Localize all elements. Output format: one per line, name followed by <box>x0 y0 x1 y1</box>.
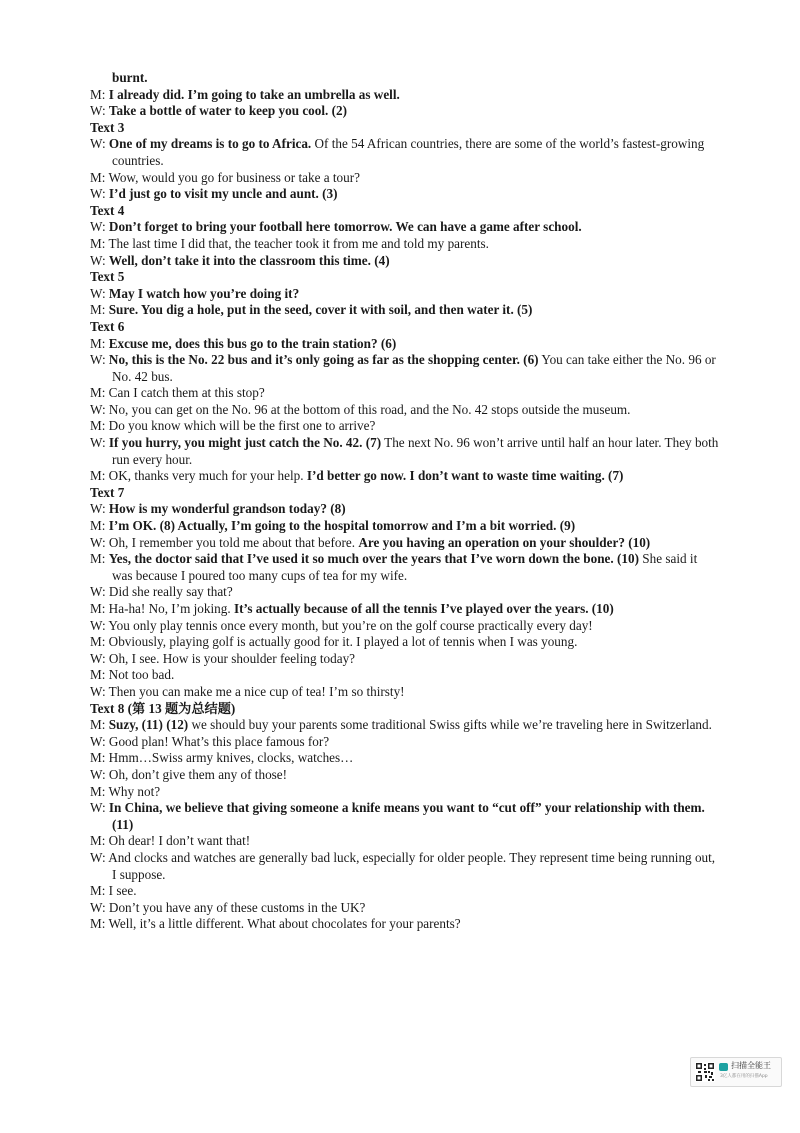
text-segment: W: <box>90 501 109 517</box>
transcript-line <box>90 468 720 485</box>
bold-text: Text 8 (第 13 题为总结题) <box>90 700 236 716</box>
transcript-line <box>90 501 720 518</box>
text-segment: M: <box>90 335 109 351</box>
bold-text: Don’t forget to bring your football here tomorrow. We can have a game after school. <box>108 219 582 235</box>
text-segment: W: <box>90 219 109 235</box>
watermark-subtitle: 3亿人都在用的扫描App <box>720 1074 768 1079</box>
text-segment: M: Why not? <box>90 783 161 799</box>
bold-text: I’m OK. (8) Actually, I’m going to the hospital tomorrow and I’m a bit worried. (9) <box>108 518 576 534</box>
transcript-line <box>90 402 720 419</box>
transcript-line <box>90 800 720 833</box>
transcript-line <box>90 850 720 883</box>
text-segment: we should buy your parents some traditional Swiss gifts while we’re traveling here in Switzerland. <box>188 717 712 733</box>
bold-text: Sure. You dig a hole, put in the seed, cover it with soil, and then water it. (5) <box>108 302 533 318</box>
text-segment: W: And clocks and watches are generally bad luck, especially for older people. They represent time being running out, I suppose. <box>90 849 716 882</box>
watermark-title: 扫描全能王 <box>731 1061 771 1070</box>
bold-text: Suzy, (11) (12) <box>108 717 189 733</box>
text-segment: W: Oh, I remember you told me about that before. <box>90 534 359 550</box>
text-segment: M: Oh dear! I don’t want that! <box>90 833 251 849</box>
transcript-line <box>90 435 720 468</box>
section-heading <box>90 203 720 220</box>
transcript-line <box>90 136 720 169</box>
bold-text: Yes, the doctor said that I’ve used it so much over the years that I’ve worn down the bone. (10) <box>108 551 639 567</box>
transcript-line <box>90 883 720 900</box>
transcript-line <box>90 385 720 402</box>
transcript-line <box>90 618 720 635</box>
text-segment: M: <box>90 302 109 318</box>
bold-text: I’d just go to visit my uncle and aunt. (3) <box>108 186 338 202</box>
bold-text: How is my wonderful grandson today? (8) <box>108 501 346 517</box>
transcript-line <box>90 900 720 917</box>
transcript-line <box>90 717 720 734</box>
text-segment: W: <box>90 252 109 268</box>
bold-text: I’d better go now. I don’t want to waste time waiting. (7) <box>306 468 624 484</box>
text-segment: W: <box>90 352 109 368</box>
bold-text: Well, don’t take it into the classroom this time. (4) <box>108 252 390 268</box>
text-segment: M: Wow, would you go for business or take a tour? <box>90 169 360 185</box>
bold-text: Take a bottle of water to keep you cool. (2) <box>108 103 348 119</box>
bold-text: Text 6 <box>90 318 125 334</box>
text-segment: M: I see. <box>90 883 137 899</box>
text-segment: W: Don’t you have any of these customs in the UK? <box>90 899 366 915</box>
transcript-line <box>90 667 720 684</box>
text-segment: W: No, you can get on the No. 96 at the bottom of this road, and the No. 42 stops outside the museum. <box>90 401 631 417</box>
bold-text: In China, we believe that giving someone a knife means you want to “cut off” your relationship with them. (11) <box>108 800 705 832</box>
transcript-line <box>90 418 720 435</box>
text-segment: W: Did she really say that? <box>90 584 233 600</box>
section-heading <box>90 269 720 286</box>
text-segment: W: <box>90 285 109 301</box>
transcript-line <box>90 634 720 651</box>
bold-text: May I watch how you’re doing it? <box>108 285 300 301</box>
section-heading <box>90 701 720 718</box>
transcript-line <box>90 684 720 701</box>
text-segment: M: <box>90 551 109 567</box>
text-segment: W: Oh, don’t give them any of those! <box>90 766 288 782</box>
transcript-line <box>90 916 720 933</box>
bold-text: Text 3 <box>90 119 125 135</box>
bold-text: Text 7 <box>90 484 125 500</box>
bold-text: If you hurry, you might just catch the No. 42. (7) <box>108 435 382 451</box>
section-heading <box>90 485 720 502</box>
transcript-line <box>90 734 720 751</box>
transcript <box>90 70 720 933</box>
transcript-line <box>90 518 720 535</box>
text-segment: M: Not too bad. <box>90 667 175 683</box>
transcript-line <box>90 103 720 120</box>
text-segment: W: Then you can make me a nice cup of tea! I’m so thirsty! <box>90 683 405 699</box>
camscanner-watermark <box>690 1057 782 1087</box>
text-segment: M: Well, it’s a little different. What about chocolates for your parents? <box>90 916 461 932</box>
text-segment: M: Hmm…Swiss army knives, clocks, watches… <box>90 750 354 766</box>
transcript-line <box>90 767 720 784</box>
transcript-line <box>90 70 720 87</box>
text-segment: W: Oh, I see. How is your shoulder feeling today? <box>90 650 356 666</box>
text-segment: W: <box>90 136 109 152</box>
bold-text: One of my dreams is to go to Africa. <box>108 136 312 152</box>
bold-text: I already did. I’m going to take an umbrella as well. <box>108 86 400 102</box>
text-segment: She said it was because I poured too many cups of tea for my wife. <box>112 551 698 583</box>
bold-text: It’s actually because of all the tennis I’ve played over the years. (10) <box>233 601 614 616</box>
qr-code-icon <box>695 1062 715 1082</box>
text-segment: M: Obviously, playing golf is actually good for it. I played a lot of tennis when I was young. <box>90 634 578 650</box>
bold-text: Text 4 <box>90 202 125 218</box>
transcript-line <box>90 87 720 104</box>
text-segment: W: Good plan! What’s this place famous for? <box>90 733 330 749</box>
transcript-line <box>90 286 720 303</box>
transcript-line <box>90 784 720 801</box>
bold-text: No, this is the No. 22 bus and it’s only going as far as the shopping center. (6) <box>108 352 539 368</box>
section-heading <box>90 319 720 336</box>
transcript-line <box>90 651 720 668</box>
transcript-line <box>90 253 720 270</box>
text-segment: The next No. 96 won’t arrive until half an hour later. They both run every hour. <box>112 435 719 467</box>
section-heading <box>90 120 720 137</box>
transcript-line <box>90 750 720 767</box>
transcript-line <box>90 219 720 236</box>
transcript-line <box>90 584 720 601</box>
text-segment: M: Ha-ha! No, I’m joking. <box>90 601 234 616</box>
bold-text: Excuse me, does this bus go to the train station? (6) <box>108 335 397 351</box>
bold-text: Are you having an operation on your shoulder? (10) <box>358 534 651 550</box>
text-segment: M: OK, thanks very much for your help. <box>90 468 307 484</box>
text-segment: M: <box>90 86 109 102</box>
transcript-line <box>90 170 720 187</box>
transcript-line <box>90 236 720 253</box>
transcript-line <box>90 352 720 385</box>
text-segment: M: The last time I did that, the teacher took it from me and told my parents. <box>90 235 489 251</box>
transcript-line <box>90 551 720 584</box>
text-segment: W: <box>90 186 109 202</box>
text-segment: M: Do you know which will be the first one to arrive? <box>90 418 376 434</box>
transcript-line <box>90 186 720 203</box>
text-segment: M: <box>90 717 109 733</box>
text-segment: W: <box>90 800 109 816</box>
text-segment: M: <box>90 518 109 534</box>
text-segment: W: <box>90 435 109 451</box>
transcript-line <box>90 535 720 552</box>
text-segment: M: Can I catch them at this stop? <box>90 385 265 401</box>
camscanner-logo-icon <box>719 1063 728 1071</box>
text-segment: W: <box>90 103 109 119</box>
transcript-line <box>90 601 720 618</box>
transcript-line <box>90 302 720 319</box>
bold-text: Text 5 <box>90 269 125 285</box>
transcript-line <box>90 833 720 850</box>
text-segment: W: You only play tennis once every month, but you’re on the golf course practically every day! <box>90 617 593 633</box>
transcript-line <box>90 336 720 353</box>
bold-text: burnt. <box>112 70 148 85</box>
text-segment: Of the 54 African countries, there are some of the world’s fastest-growing countries. <box>112 136 705 168</box>
text-segment: You can take either the No. 96 or No. 42 bus. <box>112 352 716 384</box>
